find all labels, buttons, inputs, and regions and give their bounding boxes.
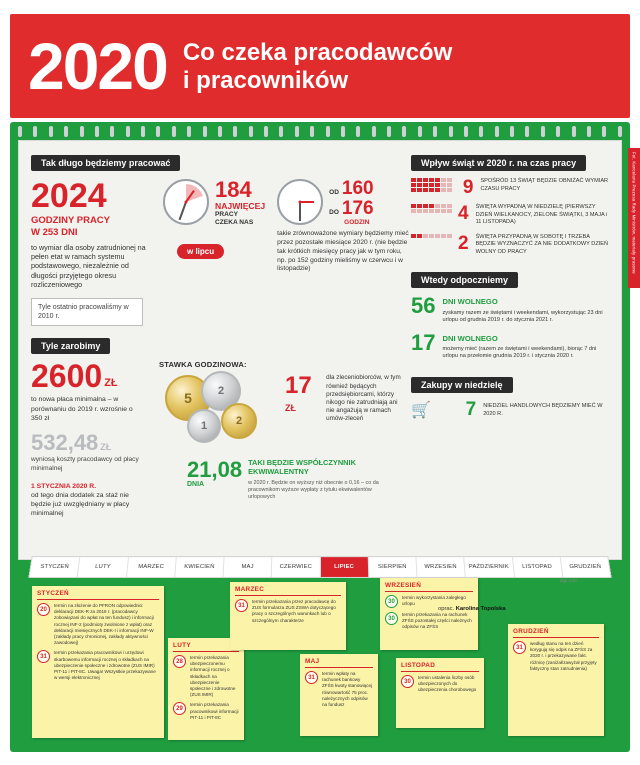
work-hours-number: 2024 [31,177,107,215]
range-unit: GODZIN [344,218,370,226]
month-marzec[interactable]: MARZEC [126,557,176,577]
page-header [10,14,630,118]
calendar-icon [411,178,451,192]
note-title: MARZEC [235,586,265,593]
rest-count-1: 56 [411,293,436,319]
month-luty[interactable]: LUTY [78,557,129,577]
shopping-basket-icon: 🛒 [411,401,431,419]
note-day-badge: 30 [385,612,398,625]
month-pazdziernik[interactable]: PAŹDZIERNIK [464,557,514,577]
date-note-text: od tego dnia dodatek za staż nie będzie już uwzględniany w płacy minimalnej [31,491,130,518]
section-pay-heading: Tyle zarobimy [31,338,110,354]
month-sierpien[interactable]: SIERPIEŃ [368,557,417,577]
note-item-text: termin wykorzystania zaległego urlopu [402,595,466,607]
coin-2b: 2 [221,403,257,439]
note-day-badge: 31 [235,599,248,612]
holiday-count-1: 9 [462,177,474,198]
holiday-row-2 [411,204,611,227]
note-title: LUTY [173,642,191,649]
holiday-text-2: ŚWIĘTA WYPADNĄ W NIEDZIELĘ (PIERWSZY DZIEŃ WIELKANOCY, ZIELONE ŚWIĄTKI, 3 MAJA i 11 LISTOPADA) [475,204,608,226]
note-item [173,655,239,698]
spiral-binding [18,126,622,138]
infographic-body [18,140,622,560]
rest-title-2: DNI WOLNEGO [442,333,498,343]
holiday-row-3 [411,234,611,257]
month-kwiecien[interactable]: KWIECIEŃ [175,557,225,577]
header-title-line1: Co czeka pracodawców [182,38,453,66]
employer-cost-unit: ZŁ [100,441,112,452]
note-item-text: termin wpłaty na rachunek bankowy ZFŚS kwoty stanowiącej równowartość 75 proc. należycznych odpisów na fundusz [322,671,373,707]
month-listopad[interactable]: LISTOPAD [512,557,563,577]
note-item [401,675,479,694]
clock-icon-2 [277,179,323,225]
date-note-title: 1 STYCZNIA 2020 R. [31,482,97,490]
note-day-badge: 29 [173,702,186,715]
note-item [173,702,239,721]
note-item-text: termin przekazania pracownikowi informacji PIT-11 i PIT-8C [190,702,239,720]
note-day-badge: 28 [173,655,186,668]
calendar-icon-2 [411,204,451,213]
month-lipiec[interactable]: LIPIEC [320,557,369,577]
coefficient-label: TAKI BĘDZIE WSPÓŁCZYNNIK EKWIWALENTNY [248,458,356,477]
note-listopad[interactable] [396,658,484,728]
note-wrzesien[interactable] [380,578,478,650]
month-strip[interactable] [28,556,611,578]
note-title: GRUDZIEŃ [513,628,549,635]
work-hours-last-tag: Tyle ostatnio pracowaliśmy w 2010 r. [31,298,143,327]
note-item-text: termin przekazania pracownikowi i urzędowi skarbowemu informacji rocznej o składkach na ubezpieczenie społeczne i zdrowotne (ZUS IMIR) PIT-11 i PIT-8C. Uwaga! Wszystkie przekazywane w wersji elektronicznej [54,650,156,681]
max-hours-block [163,179,265,326]
month-grudzien[interactable]: GRUDZIEŃ [569,564,602,570]
author-credit [438,606,506,612]
note-maj[interactable] [300,654,378,736]
note-item-text: termin na złożenie do PFRON odpowiednio: deklaracji DEK-R za 2018 r. (pracodawcy zobowiązani do wpłat na ten fundusz) i informacji rocznej INF-2 (podmioty zwolnione z wpłat) oraz deklaracji miesięcznych DEK-I i informacji INF-W (zakłady pracy chronionej, zakłady aktywności zawodowej) [54,603,154,646]
note-item [37,650,159,681]
note-item-text: termin przekazania przez pracodawcę do ZUS formularza ZUS ZSWA dotyczącego pracy o szczególnych warunkach lub o szczególnym charakterze [252,599,336,623]
sticky-notes-area [18,578,622,758]
note-title: LISTOPAD [401,662,436,669]
hourly-rate-number: 17 [285,372,312,400]
note-marzec[interactable] [230,582,346,650]
month-maj[interactable]: MAJ [223,557,272,577]
note-day-badge: 30 [401,675,414,688]
month-wrzesien[interactable]: WRZESIEŃ [416,557,466,577]
note-item [37,603,159,646]
coin-5: 5 [165,375,211,421]
month-tag: w lipcu [177,244,224,259]
rest-text-1: zyskamy razem ze świętami i weekendami, wykorzystując 23 dni urlopu od grudnia 2019 r. do stycznia 2021 r. [442,309,603,324]
date-note [31,482,143,519]
note-title: STYCZEŃ [37,590,69,597]
work-hours-label: GODZINY PRACY W 253 DNI [31,215,111,238]
note-item [513,641,599,672]
holiday-count-3: 2 [458,232,469,254]
left-column [31,153,409,518]
employer-cost-number: 532,48 [31,429,99,455]
month-styczen[interactable]: STYCZEŃ [29,557,80,577]
shopping-row [411,400,611,420]
note-title: WRZESIEŃ [385,582,422,589]
min-wage-unit: ZŁ [104,377,118,390]
min-wage-sub: to nowa płaca minimalna – w porównaniu do 2019 r. wzrośnie o 350 zł [31,396,133,422]
holiday-text-3: ŚWIĘTA PRZYPADNĄ W SOBOTĘ I TRZEBA BĘDZIE WYZNACZYĆ ZA NIE DODATKOWY DZIEŃ WOLNY OD PRACY [475,233,609,255]
employer-cost-sub: wyniosą koszty pracodawcy od płacy minimalnej [31,455,139,472]
work-hours-sub: to wymiar dla osoby zatrudnionej na pełen etat w ramach systemu podstawowego, niezależnie od długości przyjętego okresu rozliczeniowego [31,242,146,290]
rest-text-2: możemy mieć (razem ze świętami i weekendami), biorąc 7 dni urlopu na przełomie grudnia 2019 r. i stycznia 2020 r. [442,345,597,360]
note-item [305,671,373,708]
rest-title-1: DNI WOLNEGO [442,297,498,307]
coefficient-number: 21,08 [187,457,243,483]
coin-2: 2 [201,371,241,411]
note-styczen[interactable] [32,586,164,738]
coins-illustration [159,369,279,447]
photo-credit-text: Fot. Kancelaria Prezesa Rady Ministrów, materiały prasowe [631,152,637,274]
range-from: 160 [341,178,374,199]
hourly-rate-unit: ZŁ [285,403,296,414]
note-item-text: według stanu na ten dzień korygują się odpis na ZFŚS za 2020 r. i przekazywane fakt. różnicę (zaniżał/zawyżał przyjęty faktyczny stan zatrudnienia) [530,641,597,671]
author-name: Karolina Topolska [455,606,506,612]
range-od-label: OD [329,189,339,196]
clock-icon [163,179,209,225]
photo-credit-strip [628,148,640,288]
coefficient-unit: DNIA [187,481,205,489]
hourly-rate-sub: dla zleceniobiorców, w tym również będących przedsiębiorcami, którzy nikogo nie zatrudniają ani nie angażują w ramach umów-zleceń [326,374,401,423]
note-title: MAJ [305,658,320,665]
note-day-badge: 30 [385,595,398,608]
hourly-rate-label: STAWKA GODZINOWA: [159,360,247,370]
header-title [183,39,452,96]
note-item [235,599,341,624]
section-work-heading: Tak długo będziemy pracować [31,155,180,171]
rest-row-1 [411,295,611,324]
section-holidays-heading: Wpływ świąt w 2020 r. na czas pracy [411,155,586,171]
coin-1: 1 [187,409,221,443]
section-rest-heading: Wtedy odpoczniemy [411,272,518,288]
shopping-text: NIEDZIEL HANDLOWYCH BĘDZIEMY MIEĆ W 2020 R. [483,402,603,417]
range-to: 176 [341,197,374,219]
note-item [385,612,473,631]
pay-left-block [31,360,149,518]
note-item-text: termin ustalenia liczby osób ubezpieczonych do ubezpieczenia chorobowego [418,675,477,693]
min-wage-number: 2600 [31,358,103,395]
range-description: takie zrównoważone wymiary będziemy mieć przez pozostałe miesiące 2020 r. (nie będzie tak krótkich miesięcy pracy jak w tym roku, np. po 152 godziny mieliśmy w czerwcu i w listopadzie) [277,229,409,273]
note-day-badge: 20 [37,603,50,616]
coefficient-sub: w 2020 r. Będzie on wyższy niż obecnie o 0,16 – co da pracownikom wyższe wypłaty z tytułu ekwiwalentów urlopowych [248,480,379,501]
note-item-text: termin przekazania na rachunek ZFŚS pozostałej części należnych odpisów na ZFŚS [402,612,472,630]
range-do-label: DO [329,208,339,216]
note-grudzien[interactable] [508,624,604,736]
holiday-count-2: 4 [458,203,469,224]
note-day-badge: 31 [37,650,50,663]
note-day-badge: 31 [513,641,526,654]
header-year: 2020 [28,29,167,103]
note-day-badge: 31 [305,671,318,684]
max-hours-sub: PRACY CZEKA NAS [215,211,254,227]
section-shopping-heading: Zakupy w niedzielę [411,377,513,393]
rest-row-2 [411,329,611,361]
month-czerwiec[interactable]: CZERWIEC [272,557,321,577]
note-item-text: termin przekazania ubezpieczonemu informacji rocznej o składkach na ubezpieczenie społeczne i zdrowotne (ZUS IMIR) [190,655,236,698]
holiday-text-1: SPOŚRÓD 13 ŚWIĄT BĘDZIE OBNIŻAĆ WYMIAR CZASU PRACY [480,178,609,192]
header-title-line2: i pracowników [182,67,349,94]
calendar-icon-3 [411,234,451,238]
right-column [411,153,611,420]
shopping-count: 7 [465,398,477,420]
work-hours-block [31,179,151,326]
max-hours-number: 184 [215,177,252,202]
range-hours-block [277,179,409,326]
rest-count-2: 17 [411,329,436,355]
source-code: dgp ©20 [560,578,577,583]
max-hours-label: NAJWIĘCEJ [215,201,266,211]
author-prefix: oprac. [438,606,455,612]
note-luty[interactable] [168,638,244,740]
pay-right-block [159,360,401,518]
holiday-row-1 [411,178,611,197]
